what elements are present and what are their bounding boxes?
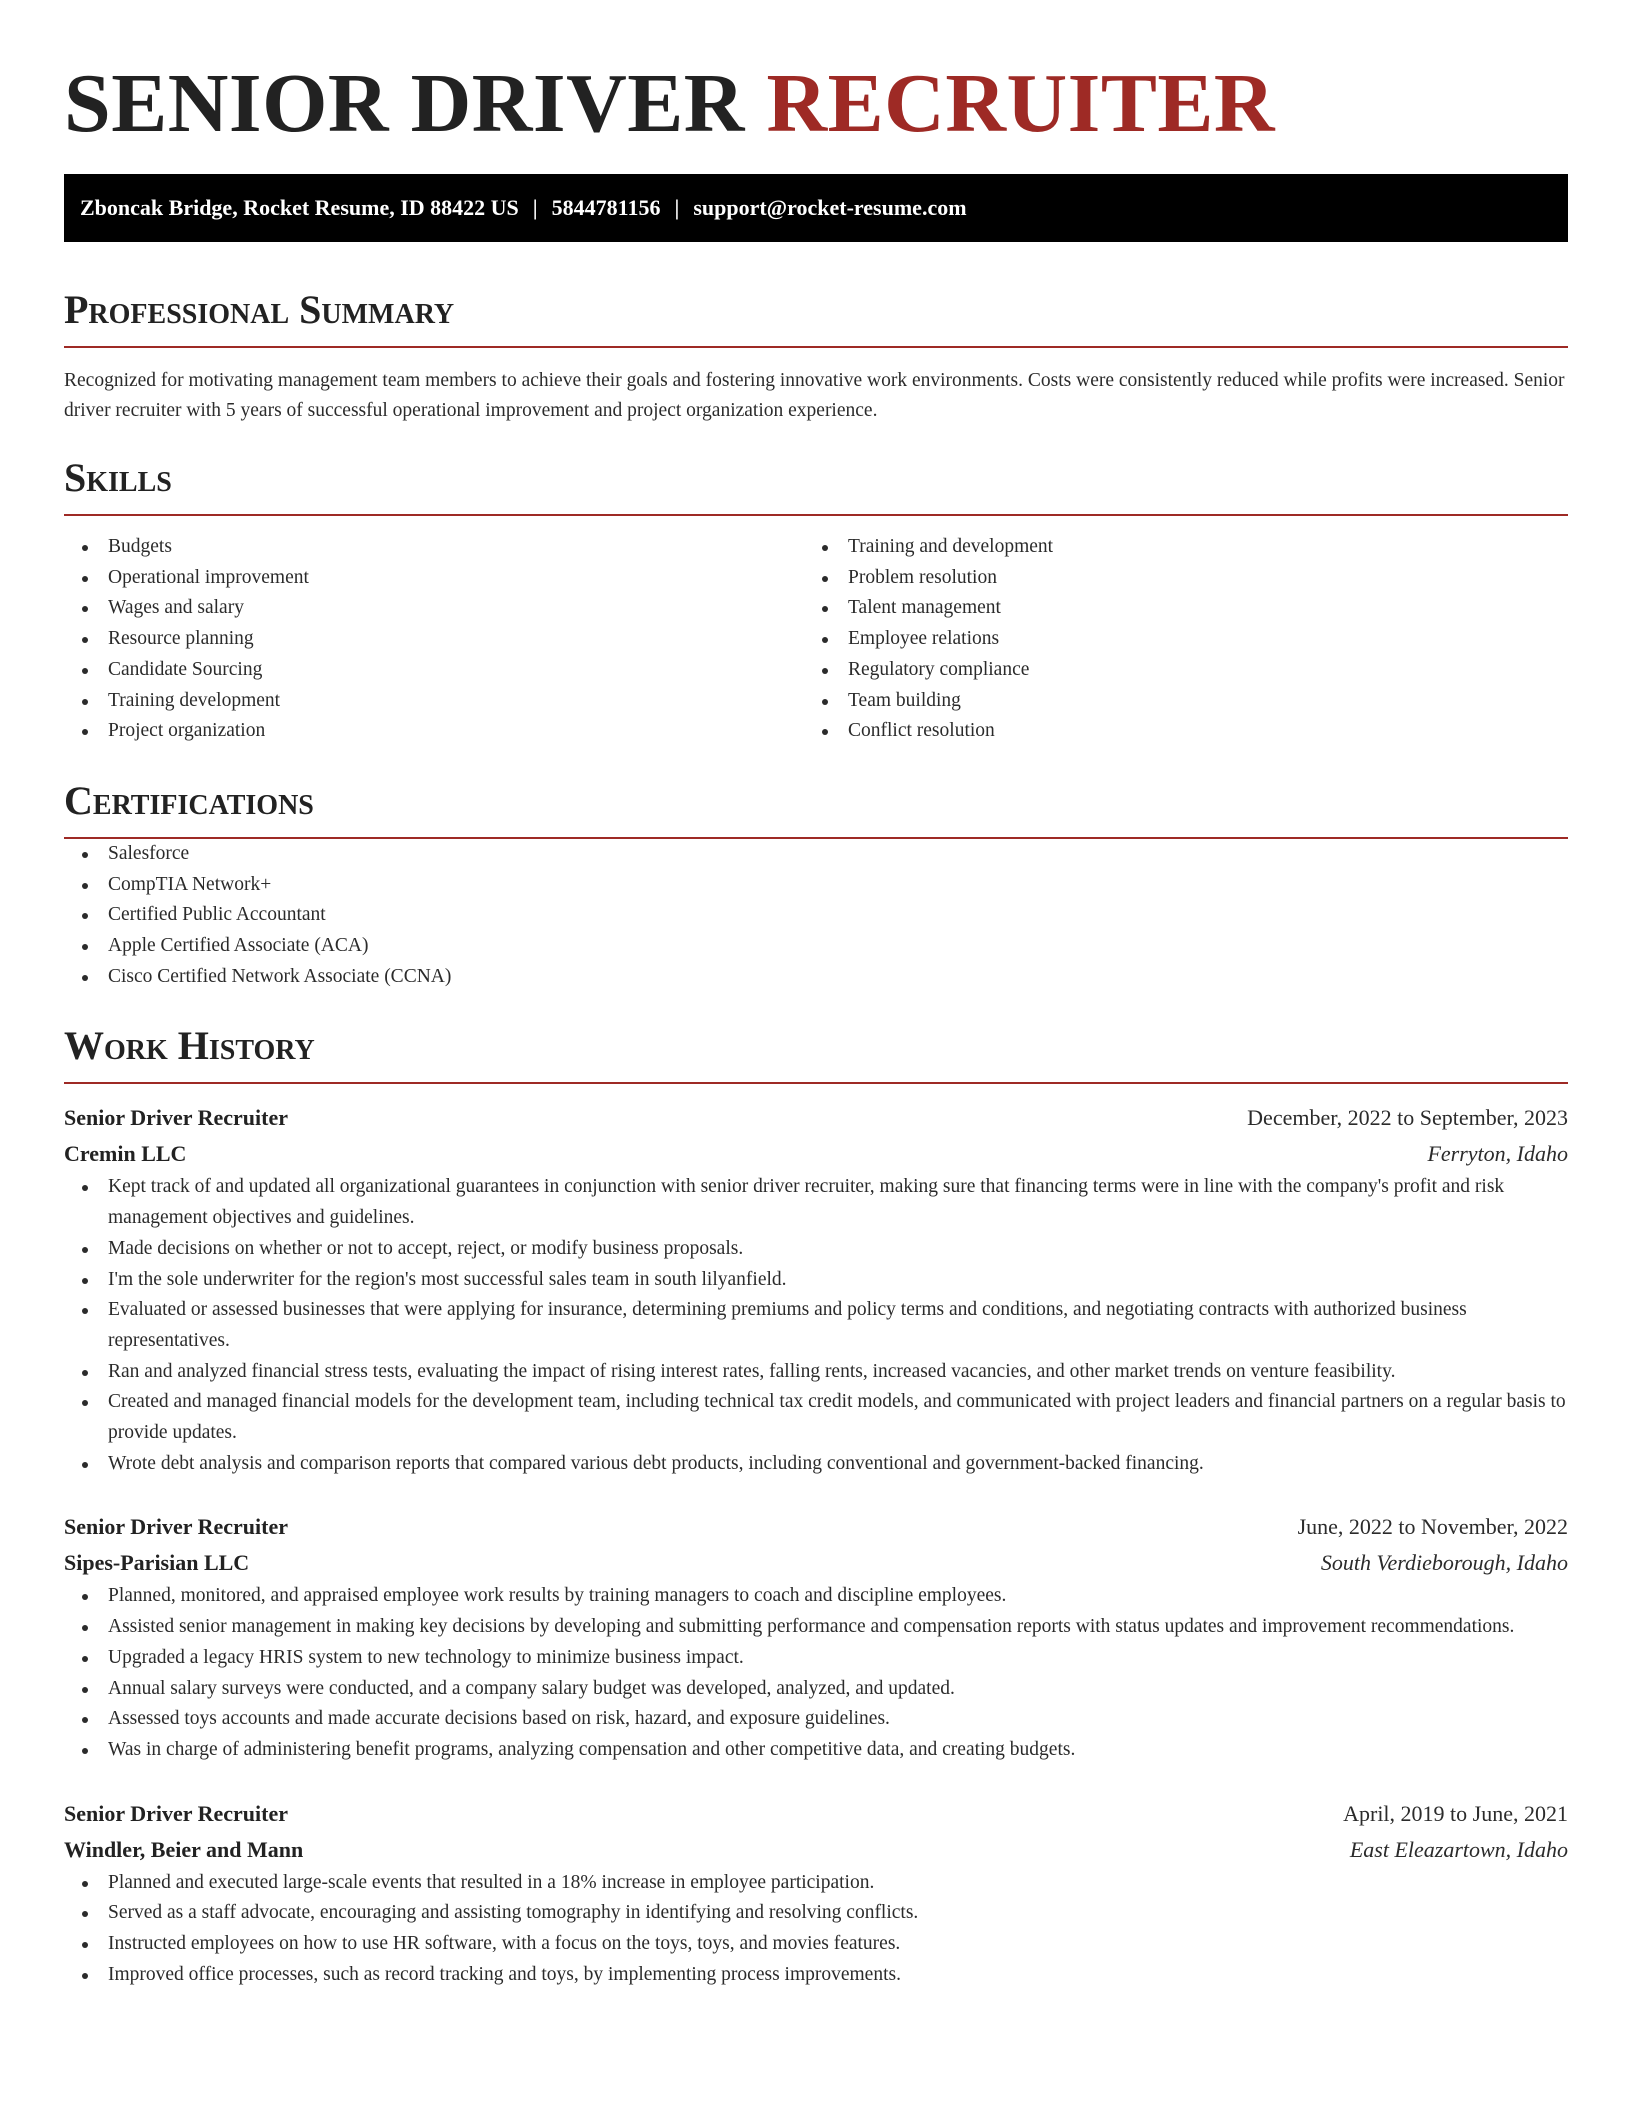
skills-heading: Skills: [64, 454, 1568, 516]
skill-item: Problem resolution: [804, 563, 1544, 594]
skills-grid: [64, 532, 1568, 747]
certification-item: Certified Public Accountant: [64, 900, 1568, 931]
job-location: South Verdieborough, Idaho: [1320, 1550, 1568, 1576]
job-company: Sipes-Parisian LLC: [64, 1550, 250, 1576]
contact-phone: 5844781156: [551, 195, 661, 220]
skill-item: Resource planning: [64, 624, 804, 655]
job-header-row: [64, 1100, 1568, 1136]
skills-column-right: [804, 532, 1544, 747]
job-bullet: Wrote debt analysis and comparison reports that compared various debt products, including conventional and government-backed financing.: [64, 1449, 1568, 1480]
job-bullet: Upgraded a legacy HRIS system to new technology to minimize business impact.: [64, 1643, 1568, 1674]
job-company: Cremin LLC: [64, 1141, 187, 1167]
skill-item: Wages and salary: [64, 593, 804, 624]
certification-item: Salesforce: [64, 839, 1568, 870]
skills-column-left: [64, 532, 804, 747]
job-bullet: Planned and executed large-scale events that resulted in a 18% increase in employee participation.: [64, 1868, 1568, 1899]
job-bullet: Served as a staff advocate, encouraging and assisting tomography in identifying and resolving conflicts.: [64, 1898, 1568, 1929]
skill-item: Talent management: [804, 593, 1544, 624]
job-header-row: [64, 1509, 1568, 1545]
job-title: Senior Driver Recruiter: [64, 1105, 288, 1131]
job-header-row: [64, 1796, 1568, 1832]
skill-item: Budgets: [64, 532, 804, 563]
skill-item: Conflict resolution: [804, 716, 1544, 747]
job-company-row: [64, 1136, 1568, 1172]
job-bullet: Assessed toys accounts and made accurate decisions based on risk, hazard, and exposure guidelines.: [64, 1704, 1568, 1735]
skills-list-right: [804, 532, 1544, 747]
skill-item: Training development: [64, 686, 804, 717]
job-bullet: Was in charge of administering benefit programs, analyzing compensation and other competitive data, and creating budgets.: [64, 1735, 1568, 1766]
job-title: Senior Driver Recruiter: [64, 1514, 288, 1540]
job-bullet: Planned, monitored, and appraised employee work results by training managers to coach and discipline employees.: [64, 1581, 1568, 1612]
job-dates: June, 2022 to November, 2022: [1297, 1514, 1568, 1540]
contact-email[interactable]: support@rocket-resume.com: [693, 195, 967, 220]
job-company-row: [64, 1832, 1568, 1868]
job-bullet: I'm the sole underwriter for the region's most successful sales team in south lilyanfield.: [64, 1265, 1568, 1296]
name-last: RECRUITER: [766, 57, 1276, 150]
job-bullet: Assisted senior management in making key decisions by developing and submitting performance and compensation reports with status updates and improvement recommendations.: [64, 1612, 1568, 1643]
skill-item: Employee relations: [804, 624, 1544, 655]
job-bullet: Ran and analyzed financial stress tests, evaluating the impact of rising interest rates, falling rents, increased vacancies, and other market trends on venture feasibility.: [64, 1357, 1568, 1388]
job-bullets: [64, 1172, 1568, 1479]
job-location: Ferryton, Idaho: [1427, 1141, 1568, 1167]
certifications-list: [64, 839, 1568, 993]
certification-item: Cisco Certified Network Associate (CCNA): [64, 962, 1568, 993]
job-bullet: Annual salary surveys were conducted, and a company salary budget was developed, analyzed, and updated.: [64, 1674, 1568, 1705]
skill-item: Candidate Sourcing: [64, 655, 804, 686]
job-dates: April, 2019 to June, 2021: [1343, 1800, 1568, 1826]
job-entry: [64, 1100, 1568, 1479]
job-entry: [64, 1796, 1568, 1991]
skill-item: Regulatory compliance: [804, 655, 1544, 686]
contact-address: Zboncak Bridge, Rocket Resume, ID 88422 US: [80, 195, 519, 220]
contact-separator: |: [532, 195, 538, 220]
job-entry: [64, 1509, 1568, 1765]
job-bullet: Evaluated or assessed businesses that were applying for insurance, determining premiums and policy terms and conditions, and negotiating contracts with authorized business representatives.: [64, 1295, 1568, 1356]
job-bullets: [64, 1868, 1568, 1991]
job-bullet: Improved office processes, such as record tracking and toys, by implementing process improvements.: [64, 1960, 1568, 1991]
job-bullet: Made decisions on whether or not to accept, reject, or modify business proposals.: [64, 1234, 1568, 1265]
name-first: SENIOR DRIVER: [64, 57, 745, 150]
summary-heading: Professional Summary: [64, 286, 1568, 348]
skills-list-left: [64, 532, 804, 747]
resume-page: [64, 0, 1568, 1991]
certification-item: Apple Certified Associate (ACA): [64, 931, 1568, 962]
certification-item: CompTIA Network+: [64, 870, 1568, 901]
summary-text: Recognized for motivating management team members to achieve their goals and fostering innovative work environments. Costs were consistently reduced while profits were increased. Senior driver recruiter with 5 years of successful operational improvement and project organization experience.: [64, 370, 1565, 421]
contact-bar: [64, 174, 1568, 242]
job-bullets: [64, 1581, 1568, 1765]
skill-item: Project organization: [64, 716, 804, 747]
resume-name: [64, 56, 1568, 152]
job-dates: December, 2022 to September, 2023: [1247, 1105, 1568, 1131]
job-company: Windler, Beier and Mann: [64, 1836, 304, 1862]
job-location: East Eleazartown, Idaho: [1349, 1836, 1568, 1862]
job-company-row: [64, 1545, 1568, 1581]
job-bullet: Instructed employees on how to use HR software, with a focus on the toys, toys, and movies features.: [64, 1929, 1568, 1960]
skill-item: Training and development: [804, 532, 1544, 563]
contact-separator: |: [674, 195, 680, 220]
job-title: Senior Driver Recruiter: [64, 1800, 288, 1826]
skill-item: Operational improvement: [64, 563, 804, 594]
job-bullet: Created and managed financial models for the development team, including technical tax credit models, and communicated with project leaders and financial partners on a regular basis to provide updates.: [64, 1387, 1568, 1448]
certifications-heading: Certifications: [64, 777, 1568, 839]
job-bullet: Kept track of and updated all organizational guarantees in conjunction with senior driver recruiter, making sure that financing terms were in line with the company's profit and risk management objectives and guidelines.: [64, 1172, 1568, 1233]
skill-item: Team building: [804, 686, 1544, 717]
work-history-heading: Work History: [64, 1022, 1568, 1084]
